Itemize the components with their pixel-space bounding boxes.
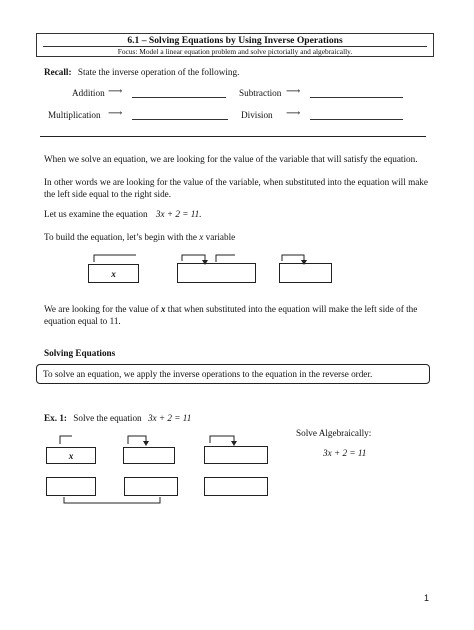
right-arrow-icon: ⟶ [108,86,123,97]
paragraph-2: In other words we are looking for the value of the variable, when substituted into the equation will make the left side equal to the right side. [44,177,428,199]
recall-item-division: Division [241,110,273,120]
paragraph-4-end: variable [205,232,236,242]
rule-text: To solve an equation, we apply the inverse operations to the equation in the reverse order. [43,369,373,379]
recall-prompt: State the inverse operation of the following. [77,67,240,77]
algebraic-equation: 3x + 2 = 11 [323,448,367,458]
right-arrow-icon: ⟶ [286,108,301,119]
paragraph-5-end: that when substituted into the equation will make the left side of the equation equal to 11. [44,304,418,326]
paragraph-5-text: We are looking for the value of [44,304,159,314]
paragraph-1: When we solve an equation, we are looking for the value of the variable that will satisfy the equation. [44,154,418,164]
right-arrow-icon: ⟶ [286,86,301,97]
paragraph-4-text: To build the equation, let’s begin with the [44,232,197,242]
example-equation: 3x + 2 = 11 [147,413,192,423]
recall-item-addition: Addition [72,88,105,98]
page-number: 1 [424,593,430,603]
recall-label: Recall: [44,67,72,77]
model-box-label: x [111,269,116,279]
example-text: Solve the equation [73,413,142,423]
example-label: Ex. 1: [44,413,67,423]
example-box-label: x [68,451,74,461]
paragraph-3-text: Let us examine the equation [44,209,148,219]
variable-x: x [199,232,204,242]
variable-x: x [160,304,166,314]
algebraic-label: Solve Algebraically: [296,428,372,438]
solving-heading: Solving Equations [44,348,116,358]
page-title: 6.1 – Solving Equations by Using Inverse Operations [127,35,343,46]
recall-item-multiplication: Multiplication [48,110,101,120]
recall-item-subtraction: Subtraction [239,88,282,98]
focus-statement: Focus: Model a linear equation problem and solve pictorially and algebraically. [117,47,353,56]
right-arrow-icon: ⟶ [108,108,123,119]
equation-inline: 3x + 2 = 11. [155,209,202,219]
